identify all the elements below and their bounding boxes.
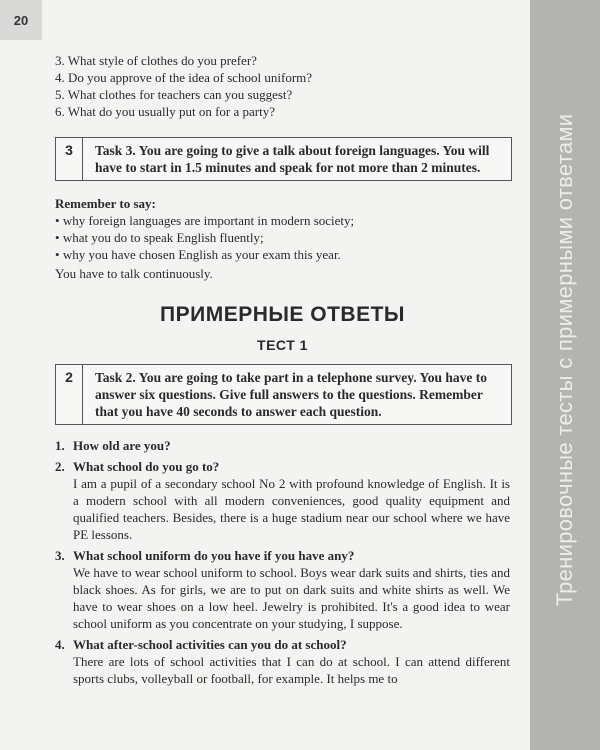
page-content bbox=[55, 52, 510, 687]
side-tab bbox=[530, 0, 600, 750]
task2-number: 2 bbox=[56, 365, 83, 424]
remember-title: Remember to say: bbox=[55, 196, 156, 211]
answer-question-text: What after-school activities can you do at school? bbox=[73, 637, 347, 652]
answer-question-text: How old are you? bbox=[73, 438, 171, 453]
answer-item bbox=[55, 547, 510, 632]
answer-question bbox=[55, 636, 510, 653]
answer-question bbox=[55, 547, 510, 564]
task2-text: Task 2. You are going to take part in a telephone survey. You have to answer six questions. Give full answers to the questions. Remember that you have 40 seconds to answer each question. bbox=[95, 370, 488, 419]
list-item: 4. Do you approve of the idea of school uniform? bbox=[55, 70, 313, 85]
answer-text: We have to wear school uniform to school. Boys wear dark suits and shirts, ties and black shoes. As for girls, we are to put on dark suits and white shirts as well. We have to wear shoes on a low heel. Jewelry is prohibited. It's a good idea to wear school uniform as you concentrate on your studying, I suppose. bbox=[73, 565, 510, 631]
answer-text: I am a pupil of a secondary school No 2 with profound knowledge of English. It is a modern school with all modern conveniences, good quality equipment and qualified teachers. Besides, there is a huge stadium near our school where we have PE lessons. bbox=[73, 476, 510, 542]
side-tab-label: Тренировочные тесты с примерными ответами bbox=[552, 113, 577, 607]
answer-item bbox=[55, 636, 510, 687]
answer-number: 2. bbox=[55, 459, 65, 474]
answer-item bbox=[55, 458, 510, 543]
answer-text: There are lots of school activities that I can do at school. I can attend different sports clubs, volleyball or football, for example. It helps me to bbox=[73, 654, 510, 686]
task3-box bbox=[55, 137, 512, 181]
question-list bbox=[55, 52, 510, 120]
answer-number: 1. bbox=[55, 438, 65, 453]
test-heading: ТЕСТ 1 bbox=[257, 337, 308, 353]
list-item: • why you have chosen English as your exam this year. bbox=[55, 246, 510, 263]
answer-question-text: What school uniform do you have if you have any? bbox=[73, 548, 355, 563]
answer-question-text: What school do you go to? bbox=[73, 459, 220, 474]
answer-list bbox=[55, 437, 510, 687]
answer-question bbox=[55, 437, 510, 454]
answer-question bbox=[55, 458, 510, 475]
remember-footer: You have to talk continuously. bbox=[55, 266, 213, 281]
answer-item bbox=[55, 437, 510, 454]
task2-box bbox=[55, 364, 512, 425]
answer-number: 4. bbox=[55, 637, 65, 652]
list-item: • why foreign languages are important in modern society; bbox=[55, 212, 510, 229]
page-number: 20 bbox=[0, 0, 42, 40]
list-item: 5. What clothes for teachers can you suggest? bbox=[55, 87, 293, 102]
section-heading: ПРИМЕРНЫЕ ОТВЕТЫ bbox=[160, 303, 405, 326]
list-item: 3. What style of clothes do you prefer? bbox=[55, 53, 257, 68]
list-item: 6. What do you usually put on for a party? bbox=[55, 104, 275, 119]
list-item: • what you do to speak English fluently; bbox=[55, 229, 510, 246]
remember-list bbox=[55, 212, 510, 263]
answer-number: 3. bbox=[55, 548, 65, 563]
task3-text: Task 3. You are going to give a talk about foreign languages. You will have to start in 1.5 minutes and speak for not more than 2 minutes. bbox=[95, 143, 490, 175]
task3-number: 3 bbox=[56, 138, 83, 180]
